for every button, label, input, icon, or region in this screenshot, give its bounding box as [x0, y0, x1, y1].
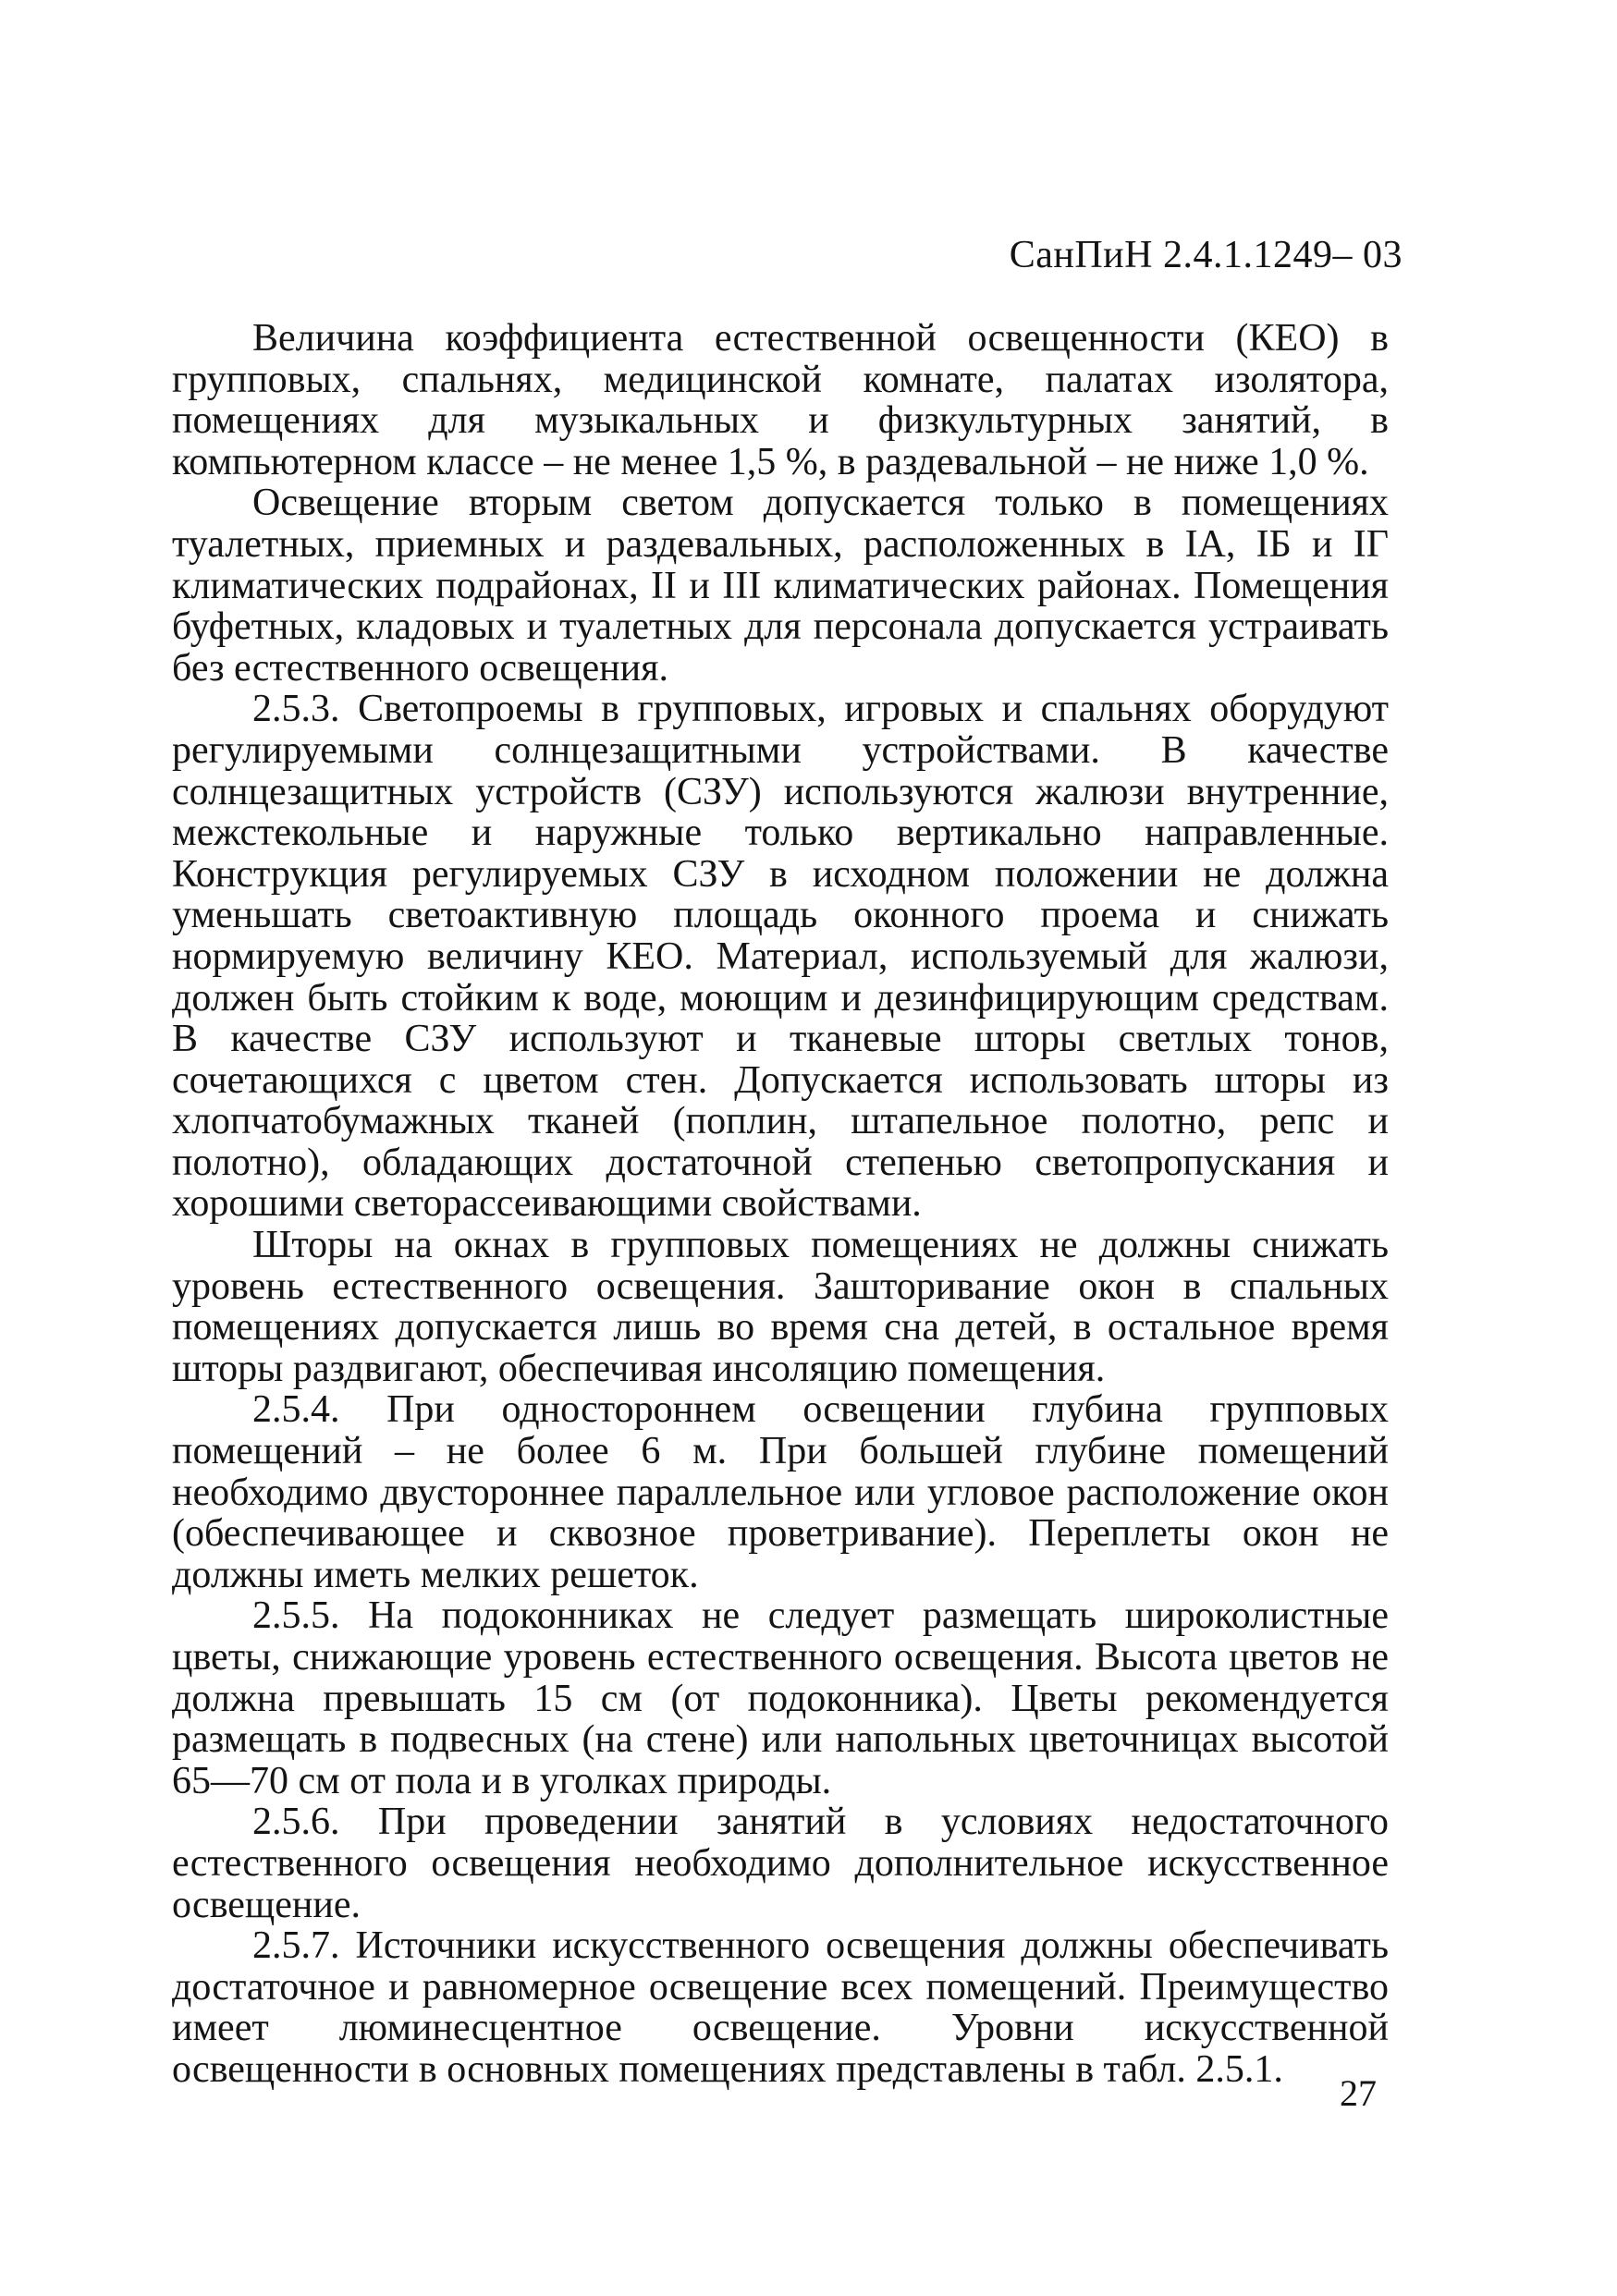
paragraph-second-light: Освещение вторым светом допускается только в помещениях туалетных, приемных и раздевальных, расположенных в IА, IБ и IГ климатических подрайонах, II и III климатических районах. Помещения буфетных, кладовых и туалетных для персонала допускается устраивать без естественного освещения. — [172, 482, 1389, 690]
paragraph-2-5-5: 2.5.5. На подоконниках не следует размещать широколистные цветы, снижающие уровень естественного освещения. Высота цветов не должна превышать 15 см (от подоконника). Цветы рекомендуется размещать в подвесных (на стене) или напольных цветочницах высотой 65—70 см от пола и в уголках природы. — [172, 1594, 1389, 1802]
page-number: 27 — [1340, 2072, 1377, 2114]
paragraph-2-5-7: 2.5.7. Источники искусственного освещения должны обеспечивать достаточное и равномерное освещение всех помещений. Преимущество имеет люминесцентное освещение. Уровни искусственной освещенности в основных помещениях представлены в табл. 2.5.1. — [172, 1924, 1389, 2091]
body-text — [172, 318, 1389, 2091]
paragraph-2-5-3: 2.5.3. Светопроемы в групповых, игровых и спальнях оборудуют регулируемыми солнцезащитными устройствами. В качестве солнцезащитных устройств (СЗУ) используются жалюзи внутренние, межстекольные и наружные только вертикально направленные. Конструкция регулируемых СЗУ в исходном положении не должна уменьшать светоактивную площадь оконного проема и снижать нормируемую величину КЕО. Материал, используемый для жалюзи, должен быть стойким к воде, моющим и дезинфицирующим средствам. В качестве СЗУ используют и тканевые шторы светлых тонов, сочетающихся с цветом стен. Допускается использовать шторы из хлопчатобумажных тканей (поплин, штапельное полотно, репс и полотно), обладающих достаточной степенью светопропускания и хорошими светорассеивающими свойствами. — [172, 688, 1389, 1226]
paragraph-2-5-4: 2.5.4. При одностороннем освещении глубина групповых помещений – не более 6 м. При большей глубине помещений необходимо двустороннее параллельное или угловое расположение окон (обеспечивающее и сквозное проветривание). Переплеты окон не должны иметь мелких решеток. — [172, 1388, 1389, 1596]
paragraph-curtains: Шторы на окнах в групповых помещениях не должны снижать уровень естественного освещения. Зашторивание окон в спальных помещениях допускается лишь во время сна детей, в остальное время шторы раздвигают, обеспечивая инсоляцию помещения. — [172, 1224, 1389, 1390]
paragraph-2-5-6: 2.5.6. При проведении занятий в условиях недостаточного естественного освещения необходимо дополнительное искусственное освещение. — [172, 1801, 1389, 1926]
running-header: СанПиН 2.4.1.1249– 03 — [1009, 234, 1403, 276]
paragraph-keo-values: Величина коэффициента естественной освещенности (КЕО) в групповых, спальнях, медицинской комнате, палатах изолятора, помещениях для музыкальных и физкультурных занятий, в компьютерном классе – не менее 1,5 %, в раздевальной – не ниже 1,0 %. — [172, 317, 1389, 483]
